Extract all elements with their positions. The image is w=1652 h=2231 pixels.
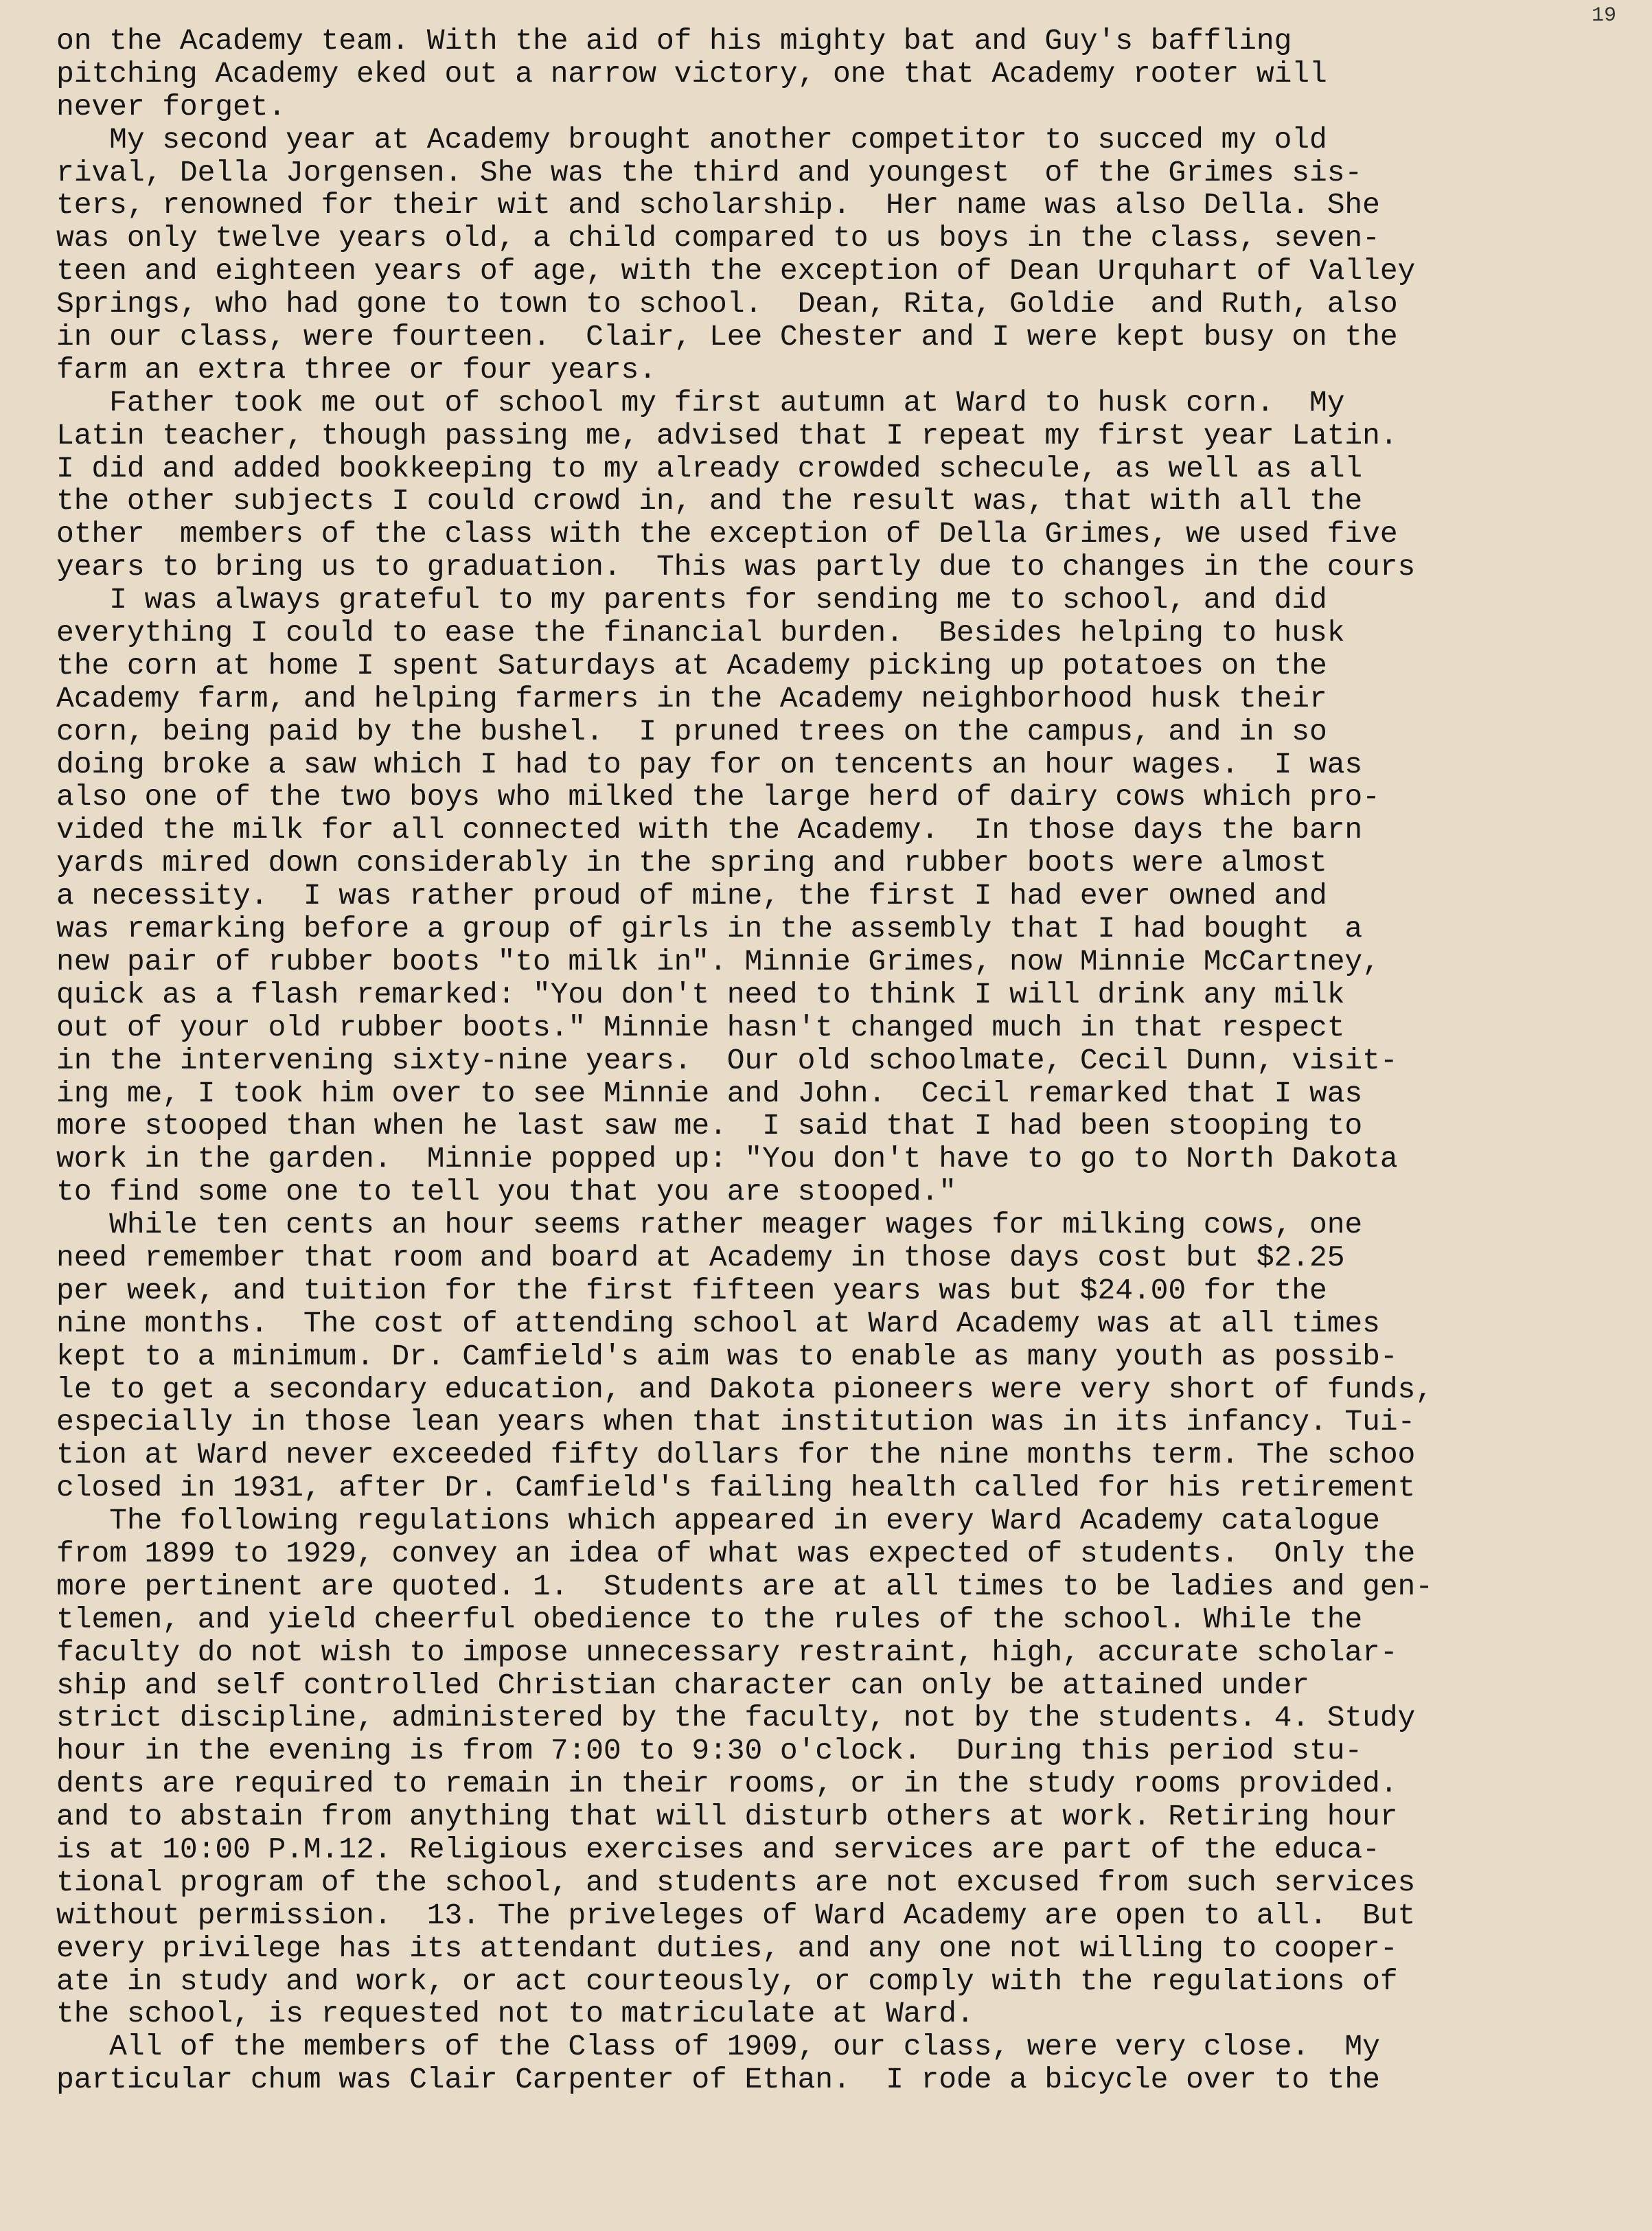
text-line: years to bring us to graduation. This was partly due to changes in the cours [56, 550, 1416, 584]
text-line: was remarking before a group of girls in the assembly that I had bought a [56, 912, 1363, 946]
text-line: out of your old rubber boots." Minnie hasn't changed much in that respect [56, 1010, 1345, 1044]
text-line: I was always grateful to my parents for sending me to school, and did [56, 583, 1327, 617]
text-line: per week, and tuition for the first fifteen years was but $24.00 for the [56, 1273, 1327, 1307]
text-line: in our class, were fourteen. Clair, Lee Chester and I were kept busy on the [56, 320, 1398, 354]
text-line: doing broke a saw which I had to pay for on tencents an hour wages. I was [56, 747, 1363, 781]
text-line: more stooped than when he last saw me. I said that I had been stooping to [56, 1109, 1363, 1143]
text-line: the school, is requested not to matriculate at Ward. [56, 1997, 974, 2031]
text-line: especially in those lean years when that institution was in its infancy. Tui- [56, 1405, 1416, 1439]
text-line: ship and self controlled Christian character can only be attained under [56, 1668, 1309, 1702]
text-line: the other subjects I could crowd in, and the result was, that with all the [56, 484, 1363, 518]
text-line: farm an extra three or four years. [56, 352, 656, 387]
text-line: new pair of rubber boots "to milk in". Minnie Grimes, now Minnie McCartney, [56, 944, 1380, 979]
text-line: The following regulations which appeared in every Ward Academy catalogue [56, 1504, 1380, 1538]
text-line: vided the milk for all connected with the Academy. In those days the barn [56, 813, 1363, 847]
text-line: and to abstain from anything that will disturb others at work. Retiring hour [56, 1800, 1398, 1834]
text-line: tion at Ward never exceeded fifty dollars for the nine months term. The schoo [56, 1438, 1416, 1472]
page-number: 19 [1591, 4, 1616, 27]
text-line: closed in 1931, after Dr. Camfield's failing health called for his retirement [56, 1471, 1416, 1505]
text-line: While ten cents an hour seems rather meager wages for milking cows, one [56, 1208, 1363, 1242]
text-line: Father took me out of school my first autumn at Ward to husk corn. My [56, 385, 1345, 420]
text-line: I did and added bookkeeping to my already crowded schecule, as well as all [56, 451, 1363, 485]
text-line: nine months. The cost of attending school at Ward Academy was at all times [56, 1306, 1380, 1340]
text-line: ate in study and work, or act courteously, or comply with the regulations of [56, 1964, 1398, 1998]
text-line: was only twelve years old, a child compared to us boys in the class, seven- [56, 221, 1380, 255]
text-line: Academy farm, and helping farmers in the Academy neighborhood husk their [56, 681, 1327, 716]
text-line: All of the members of the Class of 1909, our class, were very close. My [56, 2030, 1380, 2064]
text-line: le to get a secondary education, and Dakota pioneers were very short of funds, [56, 1372, 1433, 1406]
text-line: Springs, who had gone to town to school. Dean, Rita, Goldie and Ruth, also [56, 287, 1398, 321]
text-line: Latin teacher, though passing me, advised that I repeat my first year Latin. [56, 418, 1398, 453]
text-line: My second year at Academy brought another competitor to succed my old [56, 122, 1327, 157]
text-line: to find some one to tell you that you are stooped." [56, 1175, 956, 1209]
text-line: quick as a flash remarked: "You don't need to think I will drink any milk [56, 977, 1345, 1011]
text-line: tlemen, and yield cheerful obedience to the rules of the school. While the [56, 1602, 1363, 1636]
text-line: kept to a minimum. Dr. Camfield's aim was to enable as many youth as possib- [56, 1339, 1398, 1373]
text-line: particular chum was Clair Carpenter of Ethan. I rode a bicycle over to the [56, 2063, 1380, 2097]
text-line: rival, Della Jorgensen. She was the third and youngest of the Grimes sis- [56, 155, 1363, 190]
text-line: hour in the evening is from 7:00 to 9:30 o'clock. During this period stu- [56, 1734, 1363, 1768]
text-line: also one of the two boys who milked the large herd of dairy cows which pro- [56, 780, 1380, 814]
text-line: teen and eighteen years of age, with the exception of Dean Urquhart of Valley [56, 254, 1416, 288]
text-line: without permission. 13. The priveleges of Ward Academy are open to all. But [56, 1898, 1416, 1932]
text-line: ters, renowned for their wit and scholarship. Her name was also Della. She [56, 188, 1380, 222]
text-line: tional program of the school, and students are not excused from such services [56, 1865, 1416, 1899]
text-line: pitching Academy eked out a narrow victory, one that Academy rooter will [56, 56, 1327, 91]
text-line: never forget. [56, 89, 286, 124]
text-line: yards mired down considerably in the spring and rubber boots were almost [56, 846, 1327, 880]
text-line: a necessity. I was rather proud of mine, the first I had ever owned and [56, 879, 1327, 913]
text-line: corn, being paid by the bushel. I pruned trees on the campus, and in so [56, 714, 1327, 748]
text-line: ing me, I took him over to see Minnie and John. Cecil remarked that I was [56, 1076, 1363, 1110]
text-line: work in the garden. Minnie popped up: "You don't have to go to North Dakota [56, 1142, 1398, 1176]
text-line: more pertinent are quoted. 1. Students are at all times to be ladies and gen- [56, 1569, 1433, 1603]
text-line: from 1899 to 1929, convey an idea of what was expected of students. Only the [56, 1536, 1416, 1570]
text-line: need remember that room and board at Academy in those days cost but $2.25 [56, 1240, 1345, 1274]
page-text-body [56, 25, 1636, 2096]
text-line: everything I could to ease the financial burden. Besides helping to husk [56, 616, 1345, 650]
text-line: dents are required to remain in their rooms, or in the study rooms provided. [56, 1767, 1398, 1801]
text-line: other members of the class with the exception of Della Grimes, we used five [56, 517, 1398, 551]
text-line: every privilege has its attendant duties, and any one not willing to cooper- [56, 1931, 1398, 1965]
text-line: is at 10:00 P.M.12. Religious exercises and services are part of the educa- [56, 1832, 1380, 1866]
text-line: on the Academy team. With the aid of his mighty bat and Guy's baffling [56, 24, 1292, 58]
text-line: strict discipline, administered by the faculty, not by the students. 4. Study [56, 1701, 1416, 1735]
text-line: in the intervening sixty-nine years. Our old schoolmate, Cecil Dunn, visit- [56, 1043, 1398, 1077]
text-line: faculty do not wish to impose unnecessary restraint, high, accurate scholar- [56, 1635, 1398, 1669]
text-line: the corn at home I spent Saturdays at Academy picking up potatoes on the [56, 648, 1327, 683]
